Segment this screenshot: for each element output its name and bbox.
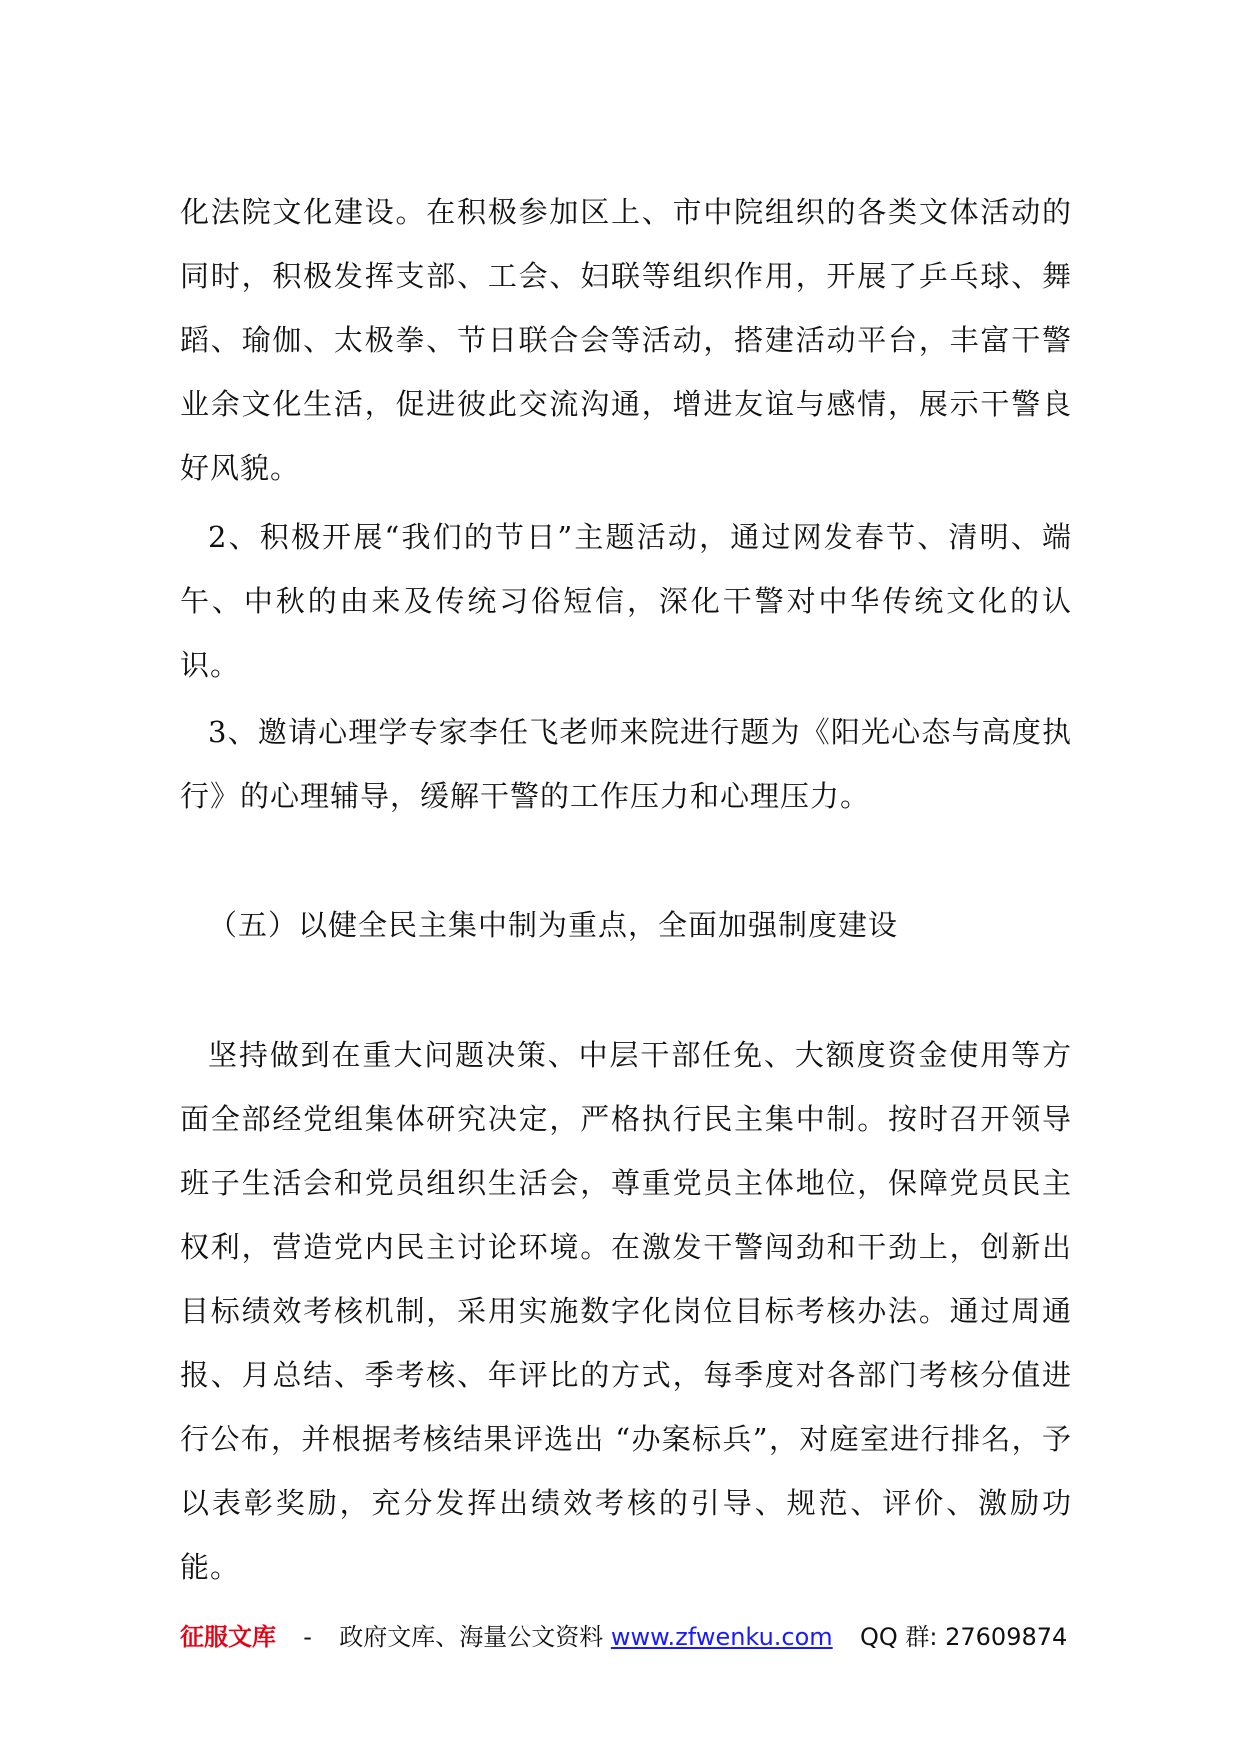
footer-website-link[interactable]: www.zfwenku.com — [610, 1623, 833, 1651]
page-footer — [180, 1617, 1080, 1657]
footer-tagline: 政府文库、海量公文资料 — [339, 1623, 604, 1651]
footer-qq-label: QQ 群: — [859, 1623, 938, 1651]
body-paragraph: 2、积极开展“我们的节日”主题活动，通过网发春节、清明、端午、中秋的由来及传统习俗短信，深化干警对中华传统文化的认识。 — [180, 520, 1072, 682]
body-paragraph: 化法院文化建设。在积极参加区上、市中院组织的各类文体活动的同时，积极发挥支部、工会、妇联等组织作用，开展了乒乓球、舞蹈、瑜伽、太极拳、节日联合会等活动，搭建活动平台，丰富干警业余文化生活，促进彼此交流沟通，增进友谊与感情，展示干警良好风貌。 — [180, 195, 1072, 485]
footer-brand: 征服文库 — [180, 1623, 276, 1651]
footer-separator: - — [303, 1623, 312, 1651]
body-paragraph: 坚持做到在重大问题决策、中层干部任免、大额度资金使用等方面全部经党组集体研究决定，严格执行民主集中制。按时召开领导班子生活会和党员组织生活会，尊重党员主体地位，保障党员民主权利，营造党内民主讨论环境。在激发干警闯劲和干劲上，创新出目标绩效考核机制，采用实施数字化岗位目标考核办法。通过周通报、月总结、季考核、年评比的方式，每季度对各部门考核分值进行公布，并根据考核结果评选出 “办案标兵”，对庭室进行排名，予以表彰奖励，充分发挥出绩效考核的引导、规范、评价、激励功能。 — [180, 1038, 1072, 1584]
footer-qq-number: 27609874 — [945, 1623, 1068, 1651]
section-heading: （五）以健全民主集中制为重点，全面加强制度建设 — [208, 908, 899, 942]
body-paragraph: 3、邀请心理学专家李任飞老师来院进行题为《阳光心态与高度执行》的心理辅导，缓解干警的工作压力和心理压力。 — [180, 715, 1072, 813]
